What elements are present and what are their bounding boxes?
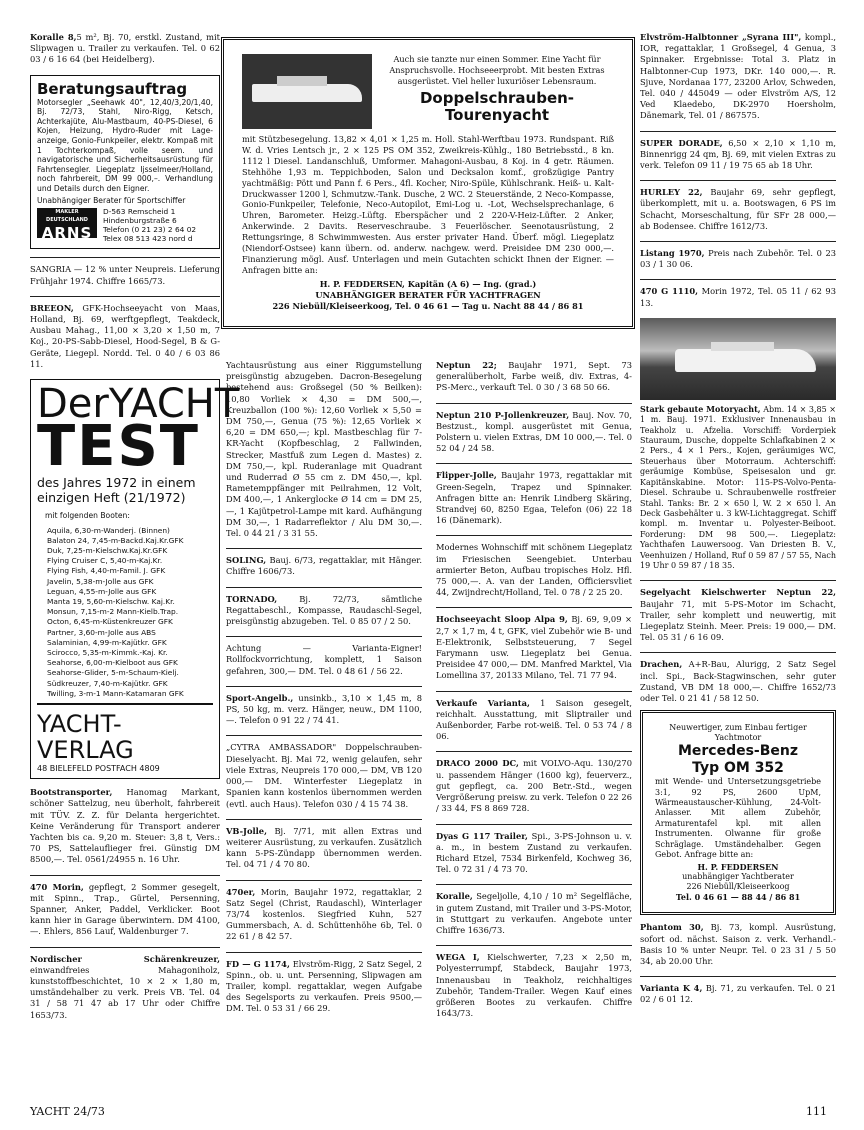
ad-breeon: BREEON, GFK-Hochseeyacht von Maas, Holland, Bj. 69, werftgepflegt, Teakdeck, Ausbau Mahag., 11,00 × 3,20 × 1,50 m, 7 Koj., 20-PS-Sabb-Diesel, Hood-Segel, B & G-Geräte, Liegepl. Nordd. Tel. 0 40 / 6 03 86 11. <box>30 302 220 369</box>
top-ad-contact1: H. P. FEDDERSEN, Kapitän (A 6) — Ing. (grad.) <box>319 278 537 289</box>
boat-list-item: Javelin, 5,38-m-Jolle aus GFK <box>47 576 154 586</box>
beratung-title: Beratungsauftrag <box>37 79 188 98</box>
ad-doppelschrauben <box>224 40 632 326</box>
ad-mercedes <box>643 713 833 912</box>
motoryacht-photo <box>640 318 836 400</box>
yachttest-der: Der <box>37 380 109 427</box>
classified-ad: Achtung — Varianta-Eigner! Rollfockvorrichtung, komplett, 1 Saison gefahren, 300,— DM. Tel. 0 48 61 / 56 22. <box>226 643 422 676</box>
classified-ad: Modernes Wohnschiff mit schönem Liegeplatz im Friesischen Seengebiet. Unterbau armierter Beton, Aufbau tropisches Holz. Hfl. 75 000,—. A. van der Landen, Officiersvliet 44, Zwijndrecht/Holland, Tel. 0 78 / 2 25 20. <box>436 542 632 598</box>
arns-logo: MAKLER DEUTSCHLAND ARNS <box>37 208 97 238</box>
classified-ad: Yachtausrüstung aus einer Riggumstellung preisgünstig abzugeben. Dacron-Besegelung bestehend aus: Großsegel (50 % Beilken): 10,80 Vorliek × 4,30 = DM 500,—, Kreuzballon (100 %): 12,60 Vorliek × 5,50 = DM 750,—, Genua (75 %): 12,65 Vorliek × 6,20 = DM 650,—; kpl. Mastbeschlag für 7-KR-Yacht (Kopfbeschlag, 2 Fallwinden, Strecker, Mastfuß zum Legen d. Mastes) z. DM 750,—, kpl. Ruderanlage mit Quadrant und Ruderrad Ø 55 cm z. DM 450,—, kpl. Rametemppfänger mit Peilrahmen, 12 Volt, DM 400,—, 1 Ankerglocke Ø 14 cm = DM 25,—, 1 Kajütpetrol-Lampe mit kard. Aufhängung DM 30,—, 1 Radarreflektor / Alu DM 30,—. Tel. 0 44 21 / 3 31 55. <box>226 360 422 539</box>
mercedes-intro: Neuwertiger, zum Einbau fertiger Yachtmotor <box>669 723 807 743</box>
ad-drachen: Drachen, A+R-Bau, Alurigg, 2 Satz Segel incl. Spi., Back-Stagwinschen, sehr guter Zustand, VB DM 18 000,—. Chiffre 1652/73 oder Tel. 0 21 41 / 58 12 50. <box>640 659 836 703</box>
classified-ad: Sport-Angelb., unsinkb., 3,10 × 1,45 m, 8 PS, 50 kg, m. verz. Hänger, neuw., DM 1100,—. Telefon 0 91 22 / 74 41. <box>226 692 422 726</box>
mercedes-c2: unabhängiger Yachtberater <box>682 872 794 882</box>
classified-ad: Hochseeyacht Sloop Alpa 9, Bj. 69, 9,09 × 2,7 × 1,7 m, 4 t, GFK, viel Zubehör wie B- und E-Elektronik, Selbststeuerung, 7 Segel Farymann usw. Liegeplatz bei Genua. Preisidee 47 000,— DM. Manfred Marktel, Via Lomellina 37, 20133 Milano, Tel. 71 77 94. <box>436 614 633 681</box>
ad-sangria: SANGRIA — 12 % unter Neupreis. Lieferung Frühjahr 1974. Chiffre 1665/73. <box>30 264 220 286</box>
boat-list-item: Flying Cruiser C, 5,40-m-Kaj.Kr. <box>47 556 163 566</box>
top-ad-intro: Auch sie tanzte nur einen Sommer. Eine Yacht für Anspruchsvolle. Hochseeerprobt. Mit besten Extras ausgerüstet. Viel heller luxuriöser Lebensraum. <box>389 54 605 86</box>
yacht-photo <box>242 54 372 129</box>
boat-list-item: Manta 19, 5,60-m-Kielschw. Kaj.Kr. <box>47 596 175 606</box>
ad-varianta-k4: Varianta K 4, Bj. 71, zu verkaufen. Tel. 0 21 02 / 6 01 12. <box>640 983 837 1005</box>
ad-yacht-test <box>30 379 240 779</box>
classified-ad: TORNADO, Bj. 72/73, sämtliche Regattabeschl., Kompasse, Raudaschl-Segel, preisgünstig abzugeben. Tel. 0 85 07 / 2 50. <box>226 593 422 627</box>
classified-ad: 470er, Morin, Baujahr 1972, regattaklar, 2 Satz Segel (Christ, Raudaschl), Winterlager 73/74 kostenlos. Siegfried Kuhn, 527 Gummersbach, A. d. Schüttenhöhe 6b, Tel. 0 22 61 / 8 42 57. <box>226 886 422 942</box>
classified-ad: Neptun 22; Baujahr 1971, Sept. 73 generalüberholt, Farbe weiß, div. Extras, 4-PS-Merc., verkauft Tel. 0 30 / 3 68 50 66. <box>436 360 632 393</box>
top-ad-contact3: 226 Niebüll/Kleiseerkoog, Tel. 0 46 61 — Tag u. Nacht 88 44 / 86 81 <box>272 300 584 311</box>
yachttest-boat-list <box>47 526 213 699</box>
beratung-address: D-563 Remscheid 1 Hindenburgstraße 6 Telefon (0 21 23) 2 64 02 Telex 08 513 423 nord d <box>103 207 197 243</box>
boat-list-item: Twilling, 3-m-1 Mann-Katamaran GFK <box>47 688 184 698</box>
ad-super-dorade: SUPER DORADE, 6,50 × 2,10 × 1,10 m, Binnenrigg 24 qm, Bj. 69, mit vielen Extras zu verk. Telefon 09 11 / 19 75 65 ab 18 Uhr. <box>640 137 836 171</box>
column-middle-left <box>226 360 422 1024</box>
mercedes-title1: Mercedes-Benz <box>677 743 799 760</box>
top-ad-title2: Tourenyacht <box>444 105 550 124</box>
ad-koralle: Koralle 8,5 m², Bj. 70, erstkl. Zustand, mit Slipwagen u. Trailer zu verkaufen. Tel. 0 62 03 / 6 16 64 (bei Heidelberg). <box>30 32 220 65</box>
ad-beratungsauftrag <box>30 75 220 250</box>
classified-ad: Dyas G 117 Trailer, Spi., 3-PS-Johnson u. v. a. m., in bestem Zustand zu verkaufen. Richard Etzel, 7534 Birkenfeld, Kochweg 36, Tel. 0 72 31 / 4 73 70. <box>436 830 632 875</box>
ad-morin: 470 Morin, gepflegt, 2 Sommer gesegelt, mit Spinn., Trap., Gürtel, Persenning, Spanner, Anker, Paddel, Verklicker. Boot kann hier in Garage überwintern. DM 4100,—. Ehlers, 856 Lauf, Waldenburger 7. <box>30 881 220 937</box>
yachttest-sub: des Jahres 1972 in einem einzigen Heft (21/1972) <box>37 475 196 506</box>
ad-nordischer: Nordischer Schärenkreuzer, einwandfreies Mahagoniholz, kunststoffbeschichtet, 10 × 2 × 1,80 m, umständehalber zu verk. Preis VB. Tel. 04 31 / 58 71 47 ab 17 Uhr oder Chiffre 1653/73. <box>30 953 220 1020</box>
mercedes-title2: Typ OM 352 <box>692 760 784 777</box>
boat-list-item: Seahorse-Glider, 5-m-Schaum-Kielj. <box>47 668 179 678</box>
boat-list-item: Partner, 3,60-m-Jolle aus ABS <box>47 627 156 637</box>
column-right <box>640 32 836 1015</box>
ad-motoryacht: Stark gebaute Motoryacht, Abm. 14 × 3,85 × 1 m. Bauj. 1971. Exklusiver Innenausbau in Teakholz u. Afzelia. Vorschiff: Vorderpiek Stauraum, Dusche, doppelte Schlafkabinen 2 × 2 Pers., 4 × 1 Pers., Kojen, geräumiges WC, Steuerhaus über Motorraum. Achterschiff: geräumige Kombüse, Speisesalon und gr. Kapitänskabine. Motor: 115-PS-Volvo-Penta-Diesel. Schraube u. Schraubenwelle rostfreier Stahl. Tanks: Br. 2 × 650 l, W. 2 × 650 l. An Deck Gasbehälter u. 3 kW-Lichtaggregat. Schiff kompl. m. Inventar u. Polyester-Beiboot. Forderung: DM 98 500,—. Liegeplatz: Yachthafen Lauwersoog. Van Driesten B. V., Veenhuizen / Holland, Ruf 0 59 87 / 57 55, Nach 19 Uhr 0 59 87 / 18 35. <box>640 403 837 570</box>
yachttest-with: mit folgenden Booten: <box>45 511 130 521</box>
mercedes-c1: H. P. FEDDERSEN <box>697 862 779 873</box>
top-ad-title1: Doppelschrauben- <box>419 88 575 107</box>
ad-bootstransporter: Bootstransporter, Hanomag Markant, schöner Sattelzug, neu überholt, fahrbereit mit TÜV. Z. Z. für Delanta hergerichtet. Keine Veränderung für Transport anderer Yachten bis ca. 9,20 m. Steuer: 3,8 t, Vers.: 70 PS, Sattelauflieger frei. Günstig DM 8500,—. Tel. 0561/24955 n. 16 Uhr. <box>30 787 220 865</box>
ad-segelyacht: Segelyacht Kielschwerter Neptun 22, Baujahr 71, mit 5-PS-Motor im Schacht, Trailer, sehr komplett und neuwertig, mit Liegeplatz Steinh. Meer. Preis: 19 000,— DM. Tel. 05 31 / 6 16 09. <box>640 587 836 643</box>
classified-ad: Neptun 210 P-Jollenkreuzer, Bauj. Nov. 70, Bestzust., kompl. ausgerüstet mit Genua, Polstern u. vielen Extras, DM 10 000,—. Tel. 0 52 04 / 24 58. <box>436 409 632 454</box>
boat-list-item: Balaton 24, 7,45-m-Backd.Kaj.Kr.GFK <box>47 535 184 545</box>
beratung-body: Motorsegler „Seehawk 40", 12,40/3,20/1,40, Bj. 72/73, Stahl, Niro-Rigg, Ketsch, Achterkajüte, Alu-Mastbaum, 40-PS-Diesel, 6 Kojen, Heizung, Hydro-Ruder mit Lage-anzeige, Gonio-Funkpeiler, elektr. Kompaß mit 1 Tochterkompaß, volle seem. und navigatorische und Sicherheitsausrüstung für Fahrtensegler. Liegeplatz Ijsselmeer/Holland, noch fahrbereit, DM 99 000,–. Verhandlung und Details durch den Eigner. <box>37 97 213 193</box>
classified-ad: Koralle, Segeljolle, 4,10 / 10 m² Segelfläche, in gutem Zustand, mit Trailer und 3-PS-Motor, in Stuttgart zu verkaufen. Angebote unter Chiffre 1636/73. <box>436 891 632 935</box>
ad-phantom: Phantom 30, Bj. 73, kompl. Ausrüstung, sofort od. nächst. Saison z. verk. Verhandl.-Basis 10 % unter Neupr. Tel. 0 23 31 / 5 50 34, ab 20.00 Uhr. <box>640 922 836 967</box>
yachttest-addr: 48 BIELEFELD POSTFACH 4809 <box>37 764 160 773</box>
boat-list-item: Duk, 7,25-m-Kielschw.Kaj.Kr.GFK <box>47 545 168 555</box>
boat-list-item: Octon, 6,45-m-Küstenkreuzer GFK <box>47 617 173 627</box>
boat-list-item: Südkreuzer, 7,40-m-Kajütkr. GFK <box>47 678 168 688</box>
yachttest-test: TEST <box>37 413 200 479</box>
mercedes-c4: Tel. 0 46 61 — 88 44 / 86 81 <box>675 892 801 903</box>
classified-ad: Flipper-Jolle, Baujahr 1973, regattaklar mit Green-Segeln, Trapez und Spinnaker. Anfragen bitte an: Henrik Lindberg Skäring, Strandvej 60, 8250 Egaa, Telefon (06) 22 18 16 (Dänemark). <box>436 470 632 526</box>
classified-ad: Verkaufe Varianta, 1 Saison gesegelt, reichhalt. Ausstattung, mit Sliptrailer und Außenborder, Farbe rot-weiß. Tel. 0 53 74 / 8 06. <box>436 697 632 742</box>
boat-list-item: Leguan, 4,55-m-Jolle aus GFK <box>47 586 157 596</box>
ad-hurley: HURLEY 22, Baujahr 69, sehr gepflegt, überkomplett, mit u. a. Bootswagen, 6 PS im Schacht, Morseschaltung, für SFr 28 000,— ab Bodensee. Chiffre 1612/73. <box>640 187 836 231</box>
classified-ad: SOLING, Bauj. 6/73, regattaklar, mit Hänger. Chiffre 1606/73. <box>226 555 422 577</box>
boat-list-item: Salaminian, 4,99-m-Kajütkr. GFK <box>47 637 167 647</box>
boat-list-item: Monsun, 7,15-m-2 Mann-Kielb.Trap. <box>47 607 179 617</box>
column-left <box>30 32 240 1030</box>
classified-ad: DRACO 2000 DC, mit VOLVO-Aqu. 130/270 u. passendem Hänger (1600 kg), feuerverz., gut gepflegt, ca. 200 Betr.-Std., wegen Vergrößerung preisw. zu verk. Telefon 0 22 26 / 33 44, FS 8 869 728. <box>436 758 632 814</box>
column-middle-right <box>436 360 632 1028</box>
footer-issue: YACHT 24/73 <box>30 1105 105 1118</box>
yachttest-verlag: YACHT-VERLAG <box>37 710 134 764</box>
boat-list-item: Seahorse, 6,00-m-Kielboot aus GFK <box>47 658 178 668</box>
classified-ad: FD — G 1174, Elvström-Rigg, 2 Satz Segel, 2 Spinn., ob. u. unt. Persenning, Slipwagen am Trailer, kompl. regattaklar, wegen Aufgabe des Segelsports zu verkaufen. Preis 9500,— DM. Tel. 0 53 31 / 66 29. <box>226 958 423 1014</box>
classified-ad: WEGA I, Kielschwerter, 7,23 × 2,50 m, Polyesterrumpf, Stabdeck, Baujahr 1973, Innenausbau in Teakholz, reichhaltiges Zubehör, Tandem-Trailer. Wegen Kauf eines größeren Bootes zu verkaufen. Chiffre 1643/73. <box>436 952 632 1019</box>
ad-listang: Listang 1970, Preis nach Zubehör. Tel. 0 23 03 / 1 30 06. <box>640 248 836 270</box>
top-ad-body: mit Stützbesegelung. 13,82 × 4,01 × 1,25 m. Holl. Stahl-Werftbau 1973. Rundspant. Riß W. d. Vries Lentsch jr., 2 × 125 PS OM 352, Zweikreis-Kühlg., 180 Betriebsstd., 8 kn. 1112 l Diesel. Landanschluß, Umformer. Mahagoni-Ausbau, 8 Koj. in 4 getr. Räumen. Stehhöhe 1,93 m. Teppichboden, Salon und Decksalon komf., großzügige Pantry yachtmäßig: Pött und Pann f. 6 Pers., 4fl. Kocher, Niro-Spüle, Kühlschrank. Heiß- u. Kalt-Druckwasser 1200 l, Schmutzw.-Tank. Dusche, 2 WC. 2 Steuerstände, 2 Neco-Kompasse, Gonio-Funkpeiler, Telefonie, Neco-Autopilot, Emi-Log u. -Lot, Wechselsprechanlage, 6 Uhren, Barometer. Heizg.-Lüftg. Eberspächer und 2 220-V-Heiz-Lüfter. 2 Anker, Ankerwinde. 2 Davits. Reserveschraube. 3 Feuerlöscher. Seenotausrüstung, 2 Rettungsringe, 8 Schwimmwesten. Aus erster privater Hand. Überf. mögl. Liegeplatz (Niendorf-Ostsee) kann übern. od. anderw. nachgew. werd. Preisidee DM 230 000,—. Finanzierung mögl. Ausf. Unterlagen und mein Gutachten schickt Ihnen der Eigner. — Anfragen bitte an: <box>242 134 614 275</box>
classified-ad: VB-Jolle, Bj. 7/71, mit allen Extras und weiterer Ausrüstung, zu verkaufen. Zusätzlich kann 5-PS-Zündapp übernommen werden. Tel. 04 71 / 4 70 80. <box>226 825 422 870</box>
ad-elvstroem: Elvström-Halbtonner „Syrana III", kompl., IOR, regattaklar, 1 Großsegel, 4 Genua, 3 Spinnaker. Ergebnisse: Total 3. Platz in Halbtonner-Cup 1973, DKr. 140 000,—. R. Sjuve, Nordanaa 177, 23200 Arlov, Schweden, Tel. 040 / 445049 — oder Elvström A/S, 12 Ved Klaedebo, DK-2970 Hoersholm, Dänemark, Tel. 01 / 867575. <box>640 32 836 121</box>
boat-list-item: Flying Fish, 4,40-m-Famil. J. GFK <box>47 566 166 576</box>
beratung-sub: Unabhängiger Berater für Sportschiffer <box>37 195 186 205</box>
mercedes-c3: 226 Niebüll/Kleiseerkoog <box>686 882 790 892</box>
boat-list-item: Scirocco, 5,35-m-Kimmk.-Kaj. Kr. <box>47 647 168 657</box>
ad-g1110: 470 G 1110, Morin 1972, Tel. 05 11 / 62 93 13. <box>640 286 836 308</box>
yachttest-yacht: YACHT <box>108 380 240 427</box>
page-number: 111 <box>806 1105 827 1118</box>
top-ad-contact2: UNABHÄNGIGER BERATER FÜR YACHTFRAGEN <box>315 289 541 300</box>
mercedes-body: mit Wende- und Untersetzungsgetriebe 3:1, 92 PS, 2600 UpM, Wärmeaustauscher-Kühlung, 24-Volt-Anlasser. Mit allem Zubehör, Armaturentafel kpl. mit allen Instrumenten. Olwanne für große Schräglage. Umständehalber. Gegen Gebot. Anfrage bitte an: <box>655 777 821 860</box>
boat-list-item: Aquila, 6,30-m-Wanderj. (Binnen) <box>47 525 170 535</box>
classified-ad: „CYTRA AMBASSADOR" Doppelschrauben-Dieselyacht. Bj. Mai 72, wenig gelaufen, sehr viele Extras, Neupreis 170 000,— DM, VB 120 000,— DM. Winterfester Liegeplatz in Spanien kann kostenlos übernommen werden (evtl. auch Haus). Telefon 030 / 4 15 74 38. <box>226 742 422 809</box>
